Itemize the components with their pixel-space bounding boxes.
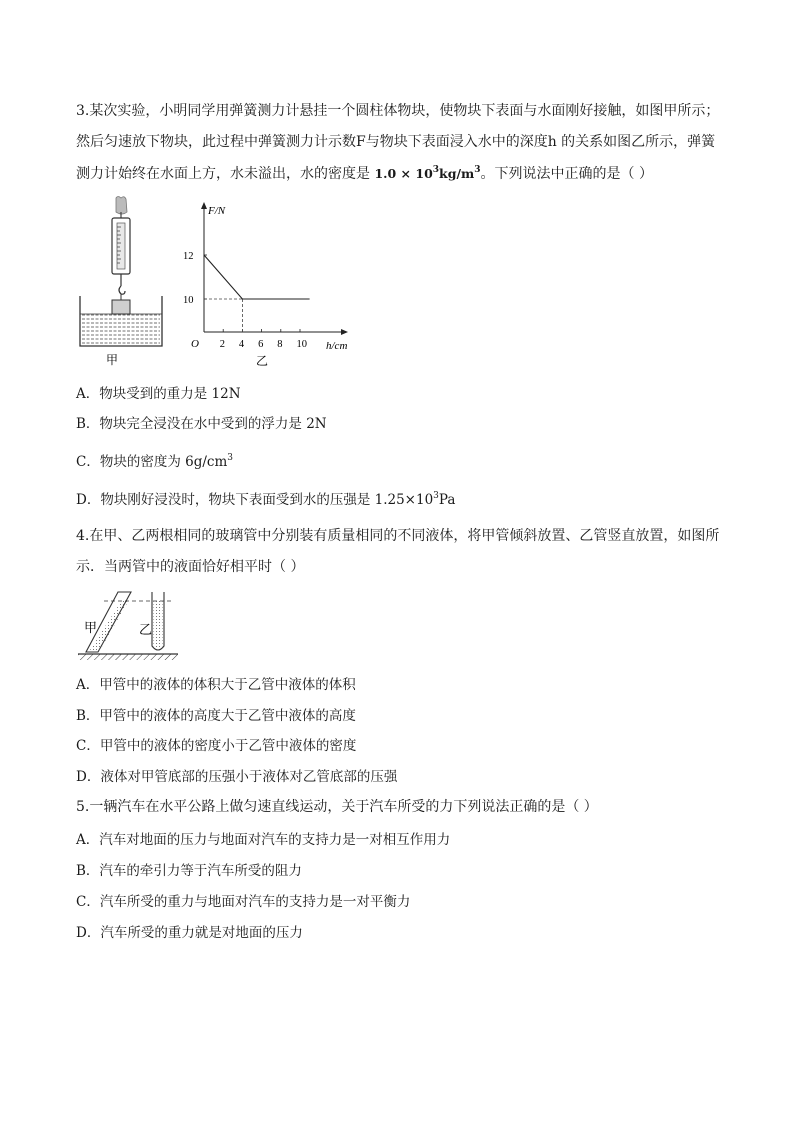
x-tick-label: 10 [296,339,307,350]
figure-tubes [74,588,184,664]
q3-stem-text: 3.某次实验，小明同学用弹簧测力计悬挂一个圆柱体物块，使物块下表面与水面刚好接触，如图甲所示；然后匀速放下物块，此过程中弹簧测力计示数F与物块下表面浸入水中的深度h 的关系如图乙所示，弹簧测力计始终在水面上方，水未溢出，水的密度是 [76,103,720,182]
q4-option-d[interactable]: D．液体对甲管底部的压强小于液体对乙管底部的压强 [76,769,398,785]
question-4-stem: 4.在甲、乙两根相同的玻璃管中分别装有质量相同的不同液体，将甲管倾斜放置、乙管竖直放置，如图所示．当两管中的液面恰好相平时（ ） [76,528,720,575]
q5-option-d[interactable]: D．汽车所受的重力就是对地面的压力 [76,925,303,941]
y-axis-arrow [201,202,207,209]
cylinder-block-icon [112,300,130,314]
chart-marks [204,255,310,332]
x-tick-label: 4 [238,339,245,350]
x-tick-label: 6 [258,339,264,350]
figure-jia-spring-scale [74,196,170,371]
question-3-stem [76,96,726,190]
q5-option-b[interactable]: B．汽车的牵引力等于汽车所受的阻力 [76,863,302,879]
tube-yi-label: 乙 [139,622,153,637]
figure-yi-label: 乙 [256,354,269,368]
question-5-stem: 5.一辆汽车在水平公路上做匀速直线运动，关于汽车所受的力下列说法正确的是（ ） [76,799,598,815]
q5-option-a[interactable]: A．汽车对地面的压力与地面对汽车的支持力是一对相互作用力 [76,832,451,848]
x-tick-label: 2 [219,339,225,350]
q4-option-a[interactable]: A．甲管中的液体的体积大于乙管中液体的体积 [76,677,356,693]
chart-axes [183,202,348,352]
q3-stem-tail: 。下列说法中正确的是（ ） [480,166,653,182]
origin-label: O [191,338,199,350]
figure-jia-label: 甲 [106,353,119,367]
y-tick-label: 12 [183,251,194,262]
q3-option-c[interactable]: C．物块的密度为 $6g/cm^3$ [76,453,234,470]
q4-option-c[interactable]: C．甲管中的液体的密度小于乙管中液体的密度 [76,738,357,754]
q5-option-c[interactable]: C．汽车所受的重力与地面对汽车的支持力是一对平衡力 [76,894,411,910]
water-density: $1.0 \times 10^3kg/m^3$ [374,165,481,181]
series-line [204,255,310,299]
q3-option-a[interactable]: A．物块受到的重力是 12N [76,386,241,402]
q3-option-b[interactable]: B．物块完全浸没在水中受到的浮力是 2N [76,416,327,432]
tube-jia-label: 甲 [84,620,98,635]
q3-option-d[interactable]: D．物块刚好浸没时，物块下表面受到水的压强是 $1.25\times 10^3Pa$ [76,491,456,508]
x-tick-label: 8 [277,339,283,350]
x-axis-label: h/cm [326,340,348,352]
y-tick-label: 10 [183,295,194,306]
figure-yi-chart [180,198,352,372]
y-axis-label: F/N [208,205,226,217]
q4-option-b[interactable]: B．甲管中的液体的高度大于乙管中液体的高度 [76,708,356,724]
x-axis-arrow [341,329,348,335]
hand-icon [116,197,127,215]
